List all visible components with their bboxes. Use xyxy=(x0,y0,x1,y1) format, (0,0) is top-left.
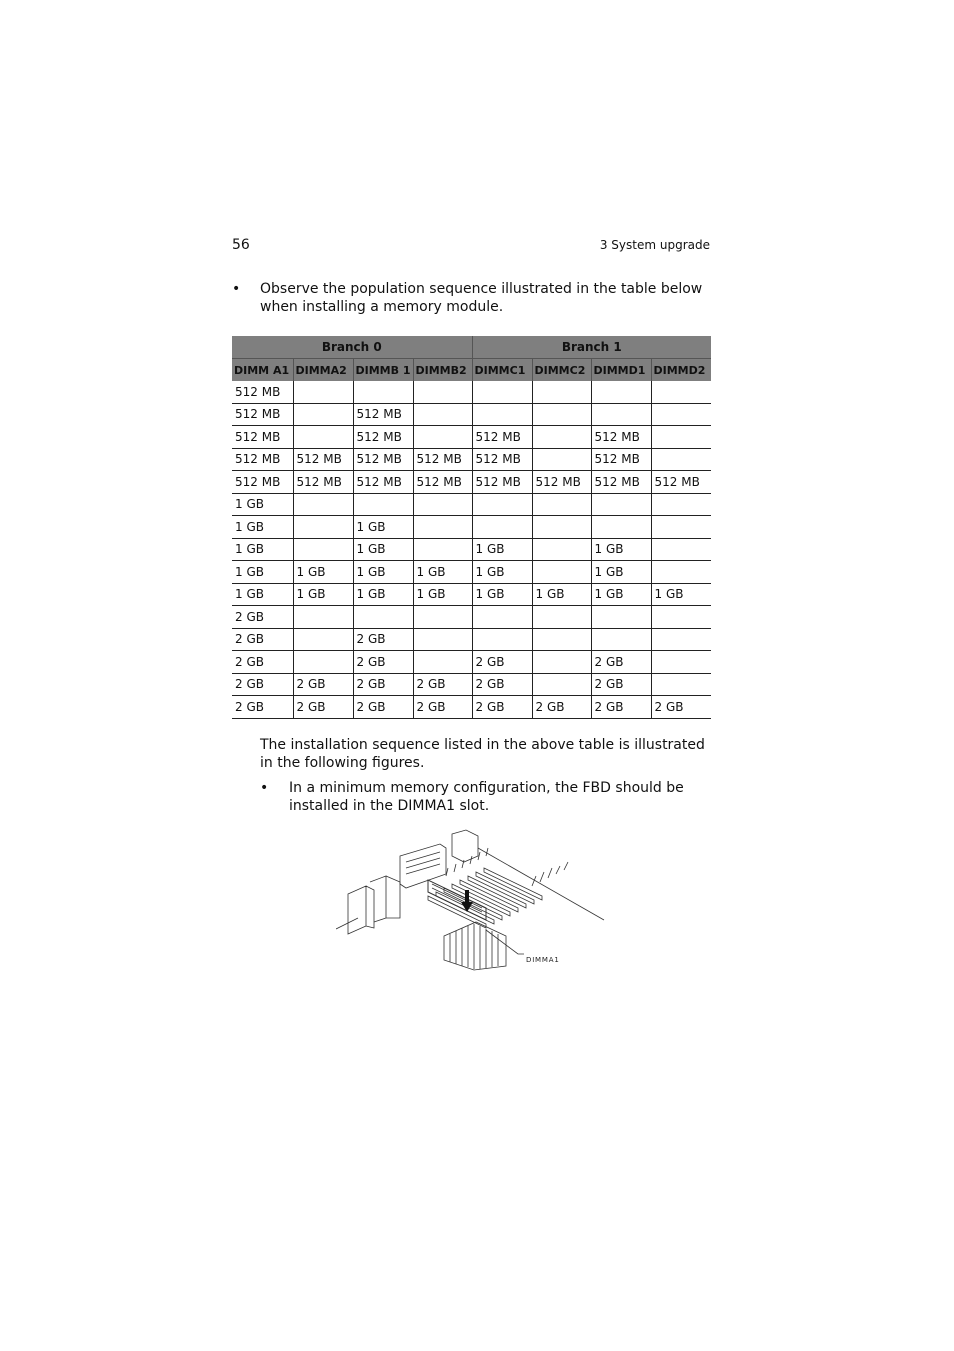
table-body xyxy=(232,381,711,718)
table-cell: 512 MB xyxy=(353,403,413,426)
table-cell: 512 MB xyxy=(532,471,591,494)
table-cell: 512 MB xyxy=(232,471,293,494)
table-cell: 2 GB xyxy=(232,696,293,719)
column-header: DIMMD1 xyxy=(591,359,651,382)
table-cell: 512 MB xyxy=(232,448,293,471)
table-cell xyxy=(532,538,591,561)
population-table xyxy=(232,336,711,719)
minimum-config-text: In a minimum memory configuration, the FBD should be installed in the DIMMA1 slot. xyxy=(289,780,684,814)
table-cell: 1 GB xyxy=(232,583,293,606)
table-cell: 1 GB xyxy=(413,583,472,606)
table-cell: 1 GB xyxy=(232,493,293,516)
table-cell: 2 GB xyxy=(232,673,293,696)
table-cell xyxy=(293,538,353,561)
table-cell: 512 MB xyxy=(651,471,711,494)
table-cell xyxy=(591,516,651,539)
table-cell: 512 MB xyxy=(591,448,651,471)
table-cell: 512 MB xyxy=(472,471,532,494)
table-cell xyxy=(532,426,591,449)
table-cell xyxy=(293,381,353,403)
table-cell: 2 GB xyxy=(413,673,472,696)
table-cell xyxy=(651,628,711,651)
table-cell xyxy=(651,651,711,674)
table-cell: 1 GB xyxy=(532,583,591,606)
page-number: 56 xyxy=(232,237,250,253)
table-cell xyxy=(472,606,532,629)
column-header: DIMMD2 xyxy=(651,359,711,382)
table-cell: 2 GB xyxy=(413,696,472,719)
table-cell: 2 GB xyxy=(293,673,353,696)
table-row xyxy=(232,493,711,516)
table-cell xyxy=(293,493,353,516)
table-row xyxy=(232,471,711,494)
table-cell: 1 GB xyxy=(591,538,651,561)
table-row xyxy=(232,381,711,403)
connector-block xyxy=(370,876,386,922)
table-cell: 1 GB xyxy=(651,583,711,606)
table-cell xyxy=(651,606,711,629)
table-cell xyxy=(651,403,711,426)
table-cell xyxy=(532,493,591,516)
table-cell: 512 MB xyxy=(413,448,472,471)
table-row xyxy=(232,403,711,426)
table-cell: 512 MB xyxy=(591,426,651,449)
bullet-marker: • xyxy=(232,281,241,297)
table-cell: 1 GB xyxy=(353,516,413,539)
table-cell xyxy=(532,403,591,426)
table-cell: 2 GB xyxy=(293,696,353,719)
table-cell xyxy=(472,493,532,516)
table-cell xyxy=(532,381,591,403)
table-cell xyxy=(591,628,651,651)
table-cell xyxy=(532,561,591,584)
table-cell: 2 GB xyxy=(532,696,591,719)
table-row xyxy=(232,651,711,674)
table-cell: 1 GB xyxy=(353,561,413,584)
table-cell: 2 GB xyxy=(232,606,293,629)
table-cell xyxy=(532,673,591,696)
table-cell: 512 MB xyxy=(353,448,413,471)
table-cell: 1 GB xyxy=(232,538,293,561)
table-cell: 512 MB xyxy=(232,403,293,426)
table-cell: 1 GB xyxy=(293,583,353,606)
motherboard-drawing xyxy=(336,830,604,970)
table-cell xyxy=(413,606,472,629)
table-cell xyxy=(413,493,472,516)
table-cell xyxy=(353,606,413,629)
table-cell xyxy=(293,516,353,539)
chapter-title: 3 System upgrade xyxy=(599,238,710,252)
table-cell xyxy=(532,628,591,651)
connector-block xyxy=(386,876,400,918)
table-cell xyxy=(591,381,651,403)
table-cell xyxy=(413,538,472,561)
table-cell: 1 GB xyxy=(353,538,413,561)
installation-paragraph: The installation sequence listed in the above table is illustrated in the following figures. xyxy=(260,737,705,771)
table-cell xyxy=(651,381,711,403)
dimm-slots xyxy=(428,848,568,928)
table-row xyxy=(232,583,711,606)
table-cell xyxy=(651,448,711,471)
table-cell xyxy=(413,651,472,674)
table-cell: 1 GB xyxy=(591,583,651,606)
table-row xyxy=(232,561,711,584)
table-cell: 512 MB xyxy=(591,471,651,494)
table-cell xyxy=(651,673,711,696)
table-cell: 2 GB xyxy=(232,628,293,651)
table-cell: 1 GB xyxy=(232,561,293,584)
table-cell xyxy=(472,403,532,426)
dimm-installation-figure xyxy=(336,826,608,971)
table-row xyxy=(232,538,711,561)
branch-1-header: Branch 1 xyxy=(472,336,711,359)
table-cell: 1 GB xyxy=(413,561,472,584)
table-cell: 1 GB xyxy=(591,561,651,584)
table-cell: 2 GB xyxy=(591,651,651,674)
column-header: DIMMC2 xyxy=(532,359,591,382)
table-cell xyxy=(591,493,651,516)
io-connector xyxy=(400,844,446,888)
table-row xyxy=(232,606,711,629)
table-cell: 2 GB xyxy=(591,673,651,696)
table-row xyxy=(232,426,711,449)
table-cell xyxy=(413,381,472,403)
table-cell xyxy=(532,606,591,629)
table-cell xyxy=(651,516,711,539)
table-cell: 512 MB xyxy=(413,471,472,494)
intro-bullet xyxy=(232,280,712,316)
board-edge xyxy=(478,848,604,920)
table-cell: 2 GB xyxy=(232,651,293,674)
table-cell: 1 GB xyxy=(472,583,532,606)
table-cell xyxy=(293,403,353,426)
table-cell xyxy=(353,493,413,516)
table-cell: 1 GB xyxy=(232,516,293,539)
table-cell xyxy=(651,426,711,449)
table-cell: 1 GB xyxy=(472,538,532,561)
table-cell xyxy=(413,403,472,426)
table-cell: 512 MB xyxy=(293,471,353,494)
table-cell: 512 MB xyxy=(472,426,532,449)
table-cell xyxy=(293,628,353,651)
table-cell: 512 MB xyxy=(472,448,532,471)
table-cell xyxy=(591,403,651,426)
table-cell xyxy=(353,381,413,403)
table-cell xyxy=(293,426,353,449)
table-cell: 1 GB xyxy=(472,561,532,584)
table-row xyxy=(232,448,711,471)
bullet-marker: • xyxy=(260,780,269,796)
table-row xyxy=(232,673,711,696)
table-cell: 1 GB xyxy=(353,583,413,606)
column-header: DIMMC1 xyxy=(472,359,532,382)
table-row xyxy=(232,628,711,651)
table-cell: 512 MB xyxy=(232,426,293,449)
table-cell xyxy=(293,651,353,674)
column-header: DIMMB2 xyxy=(413,359,472,382)
table-row xyxy=(232,696,711,719)
heatsink xyxy=(444,922,506,970)
table-cell xyxy=(472,628,532,651)
table-cell: 2 GB xyxy=(472,696,532,719)
column-header: DIMMB 1 xyxy=(353,359,413,382)
connector-block xyxy=(348,886,374,934)
board-edge xyxy=(336,918,358,929)
table-cell xyxy=(651,538,711,561)
table-cell: 2 GB xyxy=(472,651,532,674)
table-cell xyxy=(591,606,651,629)
table-cell: 2 GB xyxy=(472,673,532,696)
table-cell: 2 GB xyxy=(353,628,413,651)
table-cell xyxy=(532,448,591,471)
table-cell: 512 MB xyxy=(232,381,293,403)
table-cell: 2 GB xyxy=(591,696,651,719)
table-cell: 2 GB xyxy=(651,696,711,719)
column-header: DIMMA2 xyxy=(293,359,353,382)
minimum-config-bullet xyxy=(260,779,710,815)
table-cell xyxy=(472,381,532,403)
column-header: DIMM A1 xyxy=(232,359,293,382)
table-cell: 512 MB xyxy=(293,448,353,471)
table-cell: 1 GB xyxy=(293,561,353,584)
table-cell: 512 MB xyxy=(353,471,413,494)
dimma1-callout-label: DIMMA1 xyxy=(526,956,560,964)
table-cell xyxy=(651,561,711,584)
top-component xyxy=(452,830,478,862)
table-cell: 2 GB xyxy=(353,651,413,674)
table-cell: 512 MB xyxy=(353,426,413,449)
table-cell xyxy=(532,516,591,539)
table-cell: 2 GB xyxy=(353,673,413,696)
table-cell xyxy=(413,516,472,539)
table-cell xyxy=(413,628,472,651)
io-connector-pins xyxy=(406,852,440,874)
table-cell xyxy=(413,426,472,449)
table-row xyxy=(232,516,711,539)
table-cell xyxy=(293,606,353,629)
table-cell xyxy=(532,651,591,674)
intro-bullet-text: Observe the population sequence illustrated in the table below when installing a memory module. xyxy=(260,281,703,315)
branch-0-header: Branch 0 xyxy=(232,336,472,359)
table-cell xyxy=(651,493,711,516)
table-cell: 2 GB xyxy=(353,696,413,719)
table-cell xyxy=(472,516,532,539)
